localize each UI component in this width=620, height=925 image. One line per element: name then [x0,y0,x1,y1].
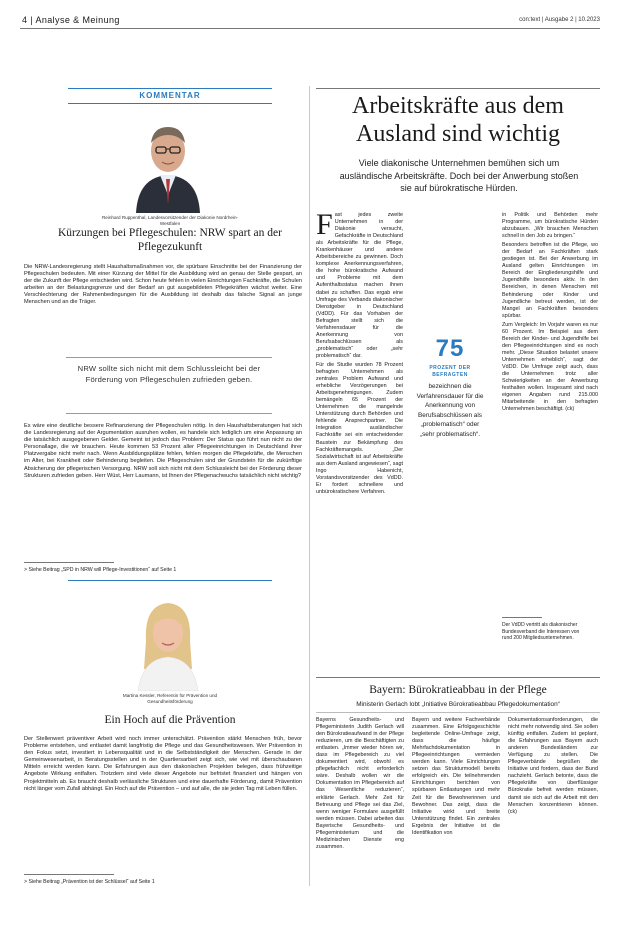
bayern-headline: Bayern: Bürokratieabbau in der Pflege [369,684,547,696]
kommentar-body-2 [24,423,302,482]
kommentar-rule-top [68,88,272,89]
side-note-rule [502,617,542,618]
feature-headline: Arbeitskräfte aus dem Ausland sind wichtig [352,93,564,147]
kommentar2-rule [68,580,272,581]
feature-paragraph: in Politik und Behörden mehr Programme, um bürokratische Hürden abzubauen. „Wir brauchen Menschen schnell in den Job zu bringen.“ [502,212,598,240]
kommentar2-paragraph: Der Stellenwert präventiver Arbeit wird noch immer unterschätzt. Prävention stärkt Menschen früh, bevor Probleme entstehen, und entlastet damit langfristig die Pflege und das Gesundheitswesen. Wer Prävention in den Fokus setzt, investiert in Lebensqualität und in die Selbstständigkeit der Menschen. Gerade in der Gemeinwesenarbeit, in Beratungsstellen und in der Quartiersarbeit zeigt sich, wie viel mit überschaubaren Mitteln erreicht werden kann. Die Erfahrungen aus den diakonischen Projekten belegen, dass frühzeitige Angebote Wirkung entfalten. Trotzdem sind viele dieser Angebote nur befristet finanziert und hängen von Projektmitteln ab. Es braucht deshalb verlässliche Strukturen und eine dauerhafte Förderung, damit Prävention nicht länger vom Zufall abhängt. Ein Hoch auf die Prävention – und auf alle, die sie jeden Tag mit Leben füllen. [24,736,302,792]
portrait-caption-2: Martina Kessler, Referentin für Prävention und Gesundheitsförderung [122,693,218,704]
quote-rule-top [66,357,272,358]
kommentar-rule-bottom [68,103,272,104]
stat-text: bezeichnen die Verfahrensdauer für die Anerkennung von Berufsabschlüssen als „problematisch“ oder „sehr problematisch“. [416,383,484,438]
feature-dropcap: F [316,208,333,241]
stat-value: 75 [435,335,465,362]
feature-column-1 [316,208,403,498]
portrait-ruppenthal [118,113,218,213]
kommentar2-body [24,736,302,795]
portrait-caption-1: Reinhard Ruppenthal, Landesvorsitzender der Diakonie Nordrhein-Westfalen [101,215,239,226]
kommentar-reference: > Siehe Beitrag „SPD in NRW will Pflege-Investitionen“ auf Seite 1 [24,567,177,573]
portrait-kessler [118,591,218,691]
kommentar-body-1 [24,264,302,309]
stat-label: PROZENT DER BEFRAGTEN [429,365,471,378]
bayern-subline: Ministerin Gerlach lobt „Initiative Bürokratieabbau Pflegedokumentation“ [356,701,560,708]
feature-deck: Viele diakonische Unternehmen bemühen sich um ausländische Arbeitskräfte. Doch bei der Anwerbung stoßen sie auf bürokratische Hürden. [339,158,579,193]
bayern-column-2: Bayern und weitere Fachverbände zusammen. Eine Erfolgsgeschichte begleitende Online-Umfrage zeigt, dass die häufige Mehrfachdokumentation in Pflegeeinrichtungen vermieden werden kann. Viele Einrichtungen setzen das Strukturmodell bereits erfolgreich ein. Die teilnehmenden Einrichtungen berichten von spürbaren Entlastungen und mehr Zeit für die Bewohnerinnen und Bewohner. Das zeigt, dass die Initiative wirkt und breite Unterstützung findet. Ein zentrales Ergebnis der Initiative ist die Identifikation von [412,717,500,836]
bayern-rule-sub [316,712,600,713]
header-divider [20,28,600,29]
feature-paragraph: Zum Vergleich: Im Vorjahr waren es nur 60 Prozent. Im Beispiel aus dem Bereich der Kinder- und Jugendhilfe bei den Pflegeeinrichtungen sind es noch mehr. „Diese Situation belastet unsere Unternehmen erheblich“, sagt der VdDD. Die Umfrage zeigt auch, dass die Unternehmen trotz aller Schwierigkeiten an der Anwerbung festhalten wollen. Insgesamt sind nach eigenen Angaben rund 215.000 Mitarbeitende in den befragten Unternehmen beschäftigt. (ck) [502,321,598,413]
kommentar-paragraph: Die NRW-Landesregierung stellt Haushaltsmaßnahmen vor, die spürbare Einschnitte bei der Finanzierung der Pflegeschulen bedeuten. Mit einer Kürzung der Mittel für die Ausbildung wird an genau der Stelle gespart, an der die Zukunft der Pflege entschieden wird. Schon heute fehlen in vielen Einrichtungen Fachkräfte, die Schulen arbeiten an der Belastungsgrenze und der Bedarf an gut ausgebildeten Pflegekräften wächst weiter. Eine Verschlechterung der Rahmenbedingungen für die Ausbildung ist deshalb das falsche Signal an junge Menschen und an die Träger. [24,264,302,306]
kommentar2-headline: Ein Hoch auf die Prävention [104,714,236,726]
feature-paragraph: Für die Studie wurden 78 Prozent befragten Unternehmen als zentrales Problem Aufwand und erhebliche Verzögerungen bei Arbeitsgenehmigungen. Zudem bemängeln 65 Prozent der Unternehmen die mangelnde Unterstützung durch Behörden und fehlende Ansprechpartner. Die Integration ausländischer Fachkräfte sei ein entscheidender Baustein zur Bekämpfung des Fachkräftemangels. „Der Sozialwirtschaft ist auf Arbeitskräfte aus dem Ausland angewiesen“, sagt Ingo Habenicht, Vorstandsvorsitzender des VdDD. Er fordert schnellere und unbürokratischere Verfahren. [316,361,403,495]
bayern-column-3: Dokumentationsanforderungen, die nicht mehr notwendig sind. Sie sollen künftig entfallen. Zudem ist geplant, die Erfahrungen aus Bayern auch anderen Bundesländern zur Verfügung zu stellen. Die Pflegeverbände begrüßen die Initiative und fordern, dass der Bund nachzieht. Gerlach betonte, dass die Pflegekräfte von überflüssiger Bürokratie befreit werden müssen, damit sie sich auf die Arbeit mit den Menschen konzentrieren können. (ck) [508,717,598,815]
kommentar-pull-quote: NRW sollte sich nicht mit dem Schlussleicht bei der Förderung von Pflegeschulen zufrieden geben. [77,364,261,384]
page-header-right: con:text | Ausgabe 2 | 10.2023 [519,17,600,23]
kommentar-ref-rule [24,562,114,563]
kommentar-label: KOMMENTAR [139,91,201,100]
feature-column-3 [502,212,598,415]
kommentar2-reference: > Siehe Beitrag „Prävention ist der Schlüssel“ auf Seite 1 [24,879,155,885]
feature-paragraph: Besonders betroffen ist die Pflege, wo der Bedarf an Fachkräften stark gestiegen ist. Bei der Anwerbung im Ausland gelten Einrichtungen im Bereich der Eingliederungshilfe und Jugendhilfe besonders aktiv. In den Bereichen, in denen Menschen mit Behinderung oder Kinder und Jugendliche betreut werden, ist der Mangel an Fachkräften besonders spürbar. [502,242,598,319]
quote-rule-bottom [66,413,272,414]
feature-side-note: Der VdDD vertritt als diakonischer Bundesverband die Interessen von rund 200 Mitgliedsunternehmen. [502,622,580,641]
kommentar2-ref-rule [24,874,114,875]
feature-paragraph: ast jedes zweite Unternehmen in der Diakonie versucht, Gefachkräfte in Deutschland als Arbeitskräfte für die Pflege, Krankenhäuser und andere Arbeitsbereiche zu gewinnen. Doch komplexe Anerkennungsverfahren, die hohe bürokratische Aufwand und Probleme mit dem Aufenthaltsstatus machen ihnen dabei zu schaffen. Das ergab eine Umfrage des Verbands diakonischer Dienstgeber in Deutschland (VdDD). Für das Vorhaben der Befragten stellt sich die Verfahrensdauer für die Anerkennung von Berufsabschlüssen als „problematisch“ oder „sehr problematisch“ dar. [316,212,403,359]
bayern-rule-top [316,677,600,678]
feature-rule-top [316,88,600,89]
page-header-left: 4 | Analyse & Meinung [22,15,120,25]
column-divider [309,86,310,886]
kommentar-headline: Kürzungen bei Pflegeschulen: NRW spart an der Pflegezukunft [58,227,282,253]
bayern-column-1: Bayerns Gesundheits- und Pflegeministerin Judith Gerlach will den Bürokratieaufwand in der Pflege reduzieren, um die Beschäftigten zu entlasten. „Immer wieder hören wir, dass im Pflegebereich zu viel dokumentiert wird, obwohl es pflegefachlich nicht erforderlich wäre. Deshalb wollen wir die Dokumentation im Pflegebereich auf das Wesentliche reduzieren“, erklärte Gerlach. Mehr Zeit für Betreuung und Pflege sei das Ziel, wenn weniger Formulare ausgefüllt werden müssen. Dabei arbeiten das Bayerische Gesundheits- und Pflegeministerium und die Medizinischen Dienste eng zusammen. [316,717,404,850]
kommentar-paragraph: Es wäre eine deutliche bessere Refinanzierung der Pflegeschulen nötig. In den Haushaltsberatungen hat sich die Landesregierung auf der Argumentation ausruhen wollen, es handele sich lediglich um eine Anpassung an die tatsächlich ausgegebenen Gelder. Gemeint ist jedoch das Problem: Der Status quo führt nun nicht zu der Personallage, die wir brauchen. Heute kommen 53 Prozent aller Pflegeeinrichtungen in Deutschland ihrer Platzvergabe nicht mehr nach. Wenn Ausbildungsplätze fehlen, fehlen morgen die Pflegekräfte, die Menschen im Alter, bei Krankheit oder Behinderung begleiten. Die Pflegeschulen sind der Grundstein für die zukünftige Absicherung der pflegerischen Versorgung. NRW soll sich nicht mit dem Schlussleicht bei der Förderung dieser Strukturen zufrieden geben. Herr Wüst, Herr Laumann, ist Ihnen der Pflegenachwuchs tatsächlich nicht wichtig? [24,423,302,479]
